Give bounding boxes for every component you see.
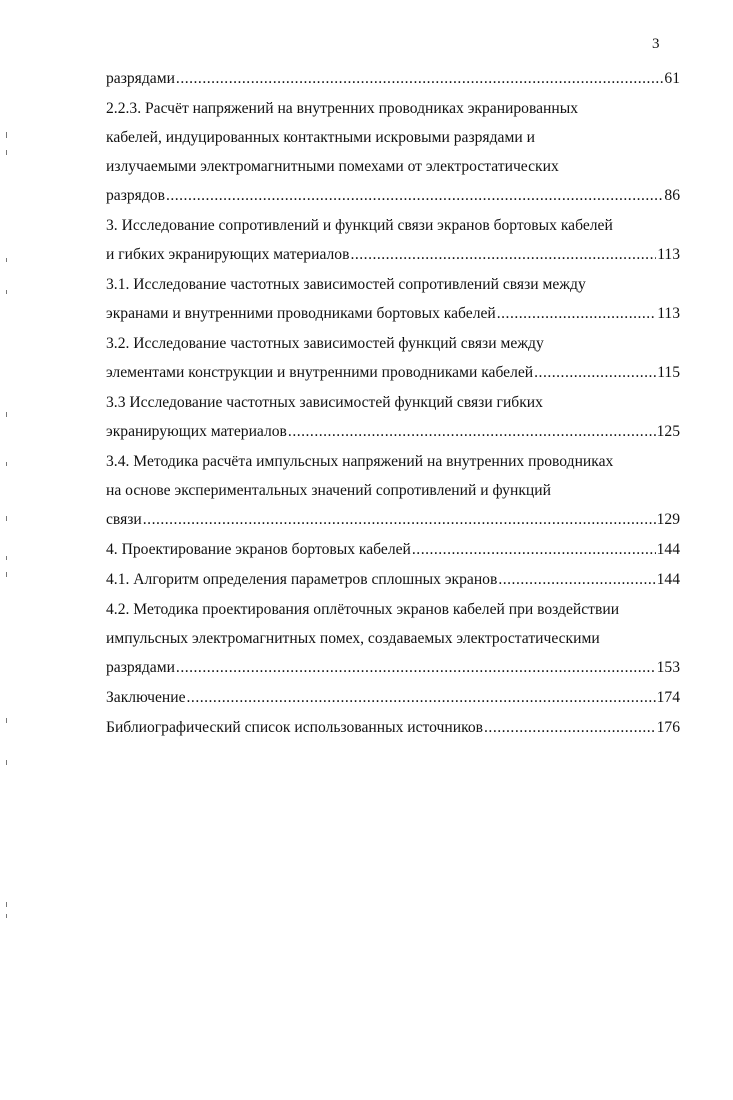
toc-entry-title: и гибких экранирующих материалов: [106, 246, 350, 263]
toc-entry-line: 3.4. Методика расчёта импульсных напряжений на внутренних проводниках: [106, 453, 614, 470]
dot-leader: [187, 683, 656, 712]
toc-entry-last-line: [106, 417, 680, 446]
scan-mark: [6, 290, 7, 294]
scan-mark: [6, 132, 7, 138]
toc-entry-title: Библиографический список использованных источников: [106, 719, 484, 736]
toc-entry-title: разрядов: [106, 187, 165, 204]
toc-entry-title: элементами конструкции и внутренними проводниками кабелей: [106, 364, 534, 381]
toc-page-number: 115: [657, 364, 680, 381]
dot-leader: [166, 181, 663, 210]
toc-entry-title: разрядами: [106, 659, 175, 676]
toc-entry[interactable]: [106, 211, 680, 269]
dot-leader: [412, 535, 656, 564]
toc-entry-title: 4. Проектирование экранов бортовых кабелей: [106, 541, 411, 558]
toc-page-number: 113: [657, 246, 680, 263]
toc-entry[interactable]: [106, 270, 680, 328]
dot-leader: [176, 64, 663, 93]
toc-entry-title: Заключение: [106, 689, 186, 706]
toc-entry-last-line: [106, 653, 680, 682]
toc-page-number: 129: [656, 511, 680, 528]
toc-entry-line: кабелей, индуцированных контактными искровыми разрядами и: [106, 129, 535, 146]
toc-entry[interactable]: [106, 683, 680, 712]
toc-entry[interactable]: [106, 64, 680, 93]
toc-entry[interactable]: [106, 388, 680, 446]
dot-leader: [497, 299, 656, 328]
toc-entry-last-line: [106, 358, 680, 387]
dot-leader: [350, 240, 656, 269]
toc-entry-title: 4.1. Алгоритм определения параметров сплошных экранов: [106, 571, 498, 588]
scan-mark: [6, 150, 7, 155]
toc-page-number: 144: [656, 541, 680, 558]
toc-page-number: 174: [656, 689, 680, 706]
dot-leader: [534, 358, 656, 387]
dot-leader: [288, 417, 656, 446]
scan-mark: [6, 760, 7, 765]
scan-margin-marks: [0, 0, 14, 1100]
dot-leader: [176, 653, 656, 682]
toc-entry-line: 4.2. Методика проектирования оплёточных экранов кабелей при воздействии: [106, 601, 620, 618]
toc-page-number: 176: [656, 719, 680, 736]
scan-mark: [6, 556, 7, 560]
toc-page-number: 125: [656, 423, 680, 440]
scan-mark: [6, 412, 7, 417]
toc-entry-line: излучаемыми электромагнитными помехами от электростатических: [106, 158, 559, 175]
toc-entry-last-line: [106, 240, 680, 269]
scan-mark: [6, 914, 7, 918]
toc-entry-last-line: [106, 713, 680, 742]
toc-entry-title: экранами и внутренними проводниками бортовых кабелей: [106, 305, 496, 322]
toc-entry[interactable]: [106, 595, 680, 682]
toc-entry-last-line: [106, 683, 680, 712]
toc-entry[interactable]: [106, 94, 680, 210]
page-number: 3: [652, 36, 660, 52]
toc-entry-line: импульсных электромагнитных помех, создаваемых электростатическими: [106, 630, 600, 647]
dot-leader: [484, 713, 656, 742]
dot-leader: [143, 505, 656, 534]
toc-entry-line: на основе экспериментальных значений сопротивлений и функций: [106, 482, 551, 499]
toc-entry-title: связи: [106, 511, 142, 528]
toc-entry-line: 2.2.3. Расчёт напряжений на внутренних проводниках экранированных: [106, 100, 579, 117]
scan-mark: [6, 572, 7, 577]
toc-entry-title: разрядами: [106, 70, 175, 87]
toc-page-number: 144: [656, 571, 680, 588]
scan-mark: [6, 718, 7, 723]
toc-entry[interactable]: [106, 535, 680, 564]
toc-page-number: 113: [657, 305, 680, 322]
scan-mark: [6, 516, 7, 521]
dot-leader: [498, 565, 655, 594]
toc-entry[interactable]: [106, 565, 680, 594]
toc-page-number: 86: [664, 187, 680, 204]
scan-mark: [6, 902, 7, 907]
scan-mark: [6, 258, 7, 262]
toc-entry[interactable]: [106, 713, 680, 742]
toc-entry-line: 3.3 Исследование частотных зависимостей функций связи гибких: [106, 394, 543, 411]
toc-entry-last-line: [106, 64, 680, 93]
toc-entry-last-line: [106, 299, 680, 328]
toc-entry-last-line: [106, 535, 680, 564]
toc-entry-line: 3.1. Исследование частотных зависимостей сопротивлений связи между: [106, 276, 586, 293]
toc-entry-last-line: [106, 565, 680, 594]
table-of-contents: [106, 64, 680, 742]
toc-entry-line: 3.2. Исследование частотных зависимостей функций связи между: [106, 335, 544, 352]
toc-entry[interactable]: [106, 447, 680, 534]
toc-entry-title: экранирующих материалов: [106, 423, 287, 440]
toc-page-number: 61: [664, 70, 680, 87]
toc-entry-last-line: [106, 181, 680, 210]
toc-entry-line: 3. Исследование сопротивлений и функций связи экранов бортовых кабелей: [106, 217, 613, 234]
toc-entry[interactable]: [106, 329, 680, 387]
toc-entry-last-line: [106, 505, 680, 534]
scan-mark: [6, 462, 7, 466]
toc-page-number: 153: [656, 659, 680, 676]
